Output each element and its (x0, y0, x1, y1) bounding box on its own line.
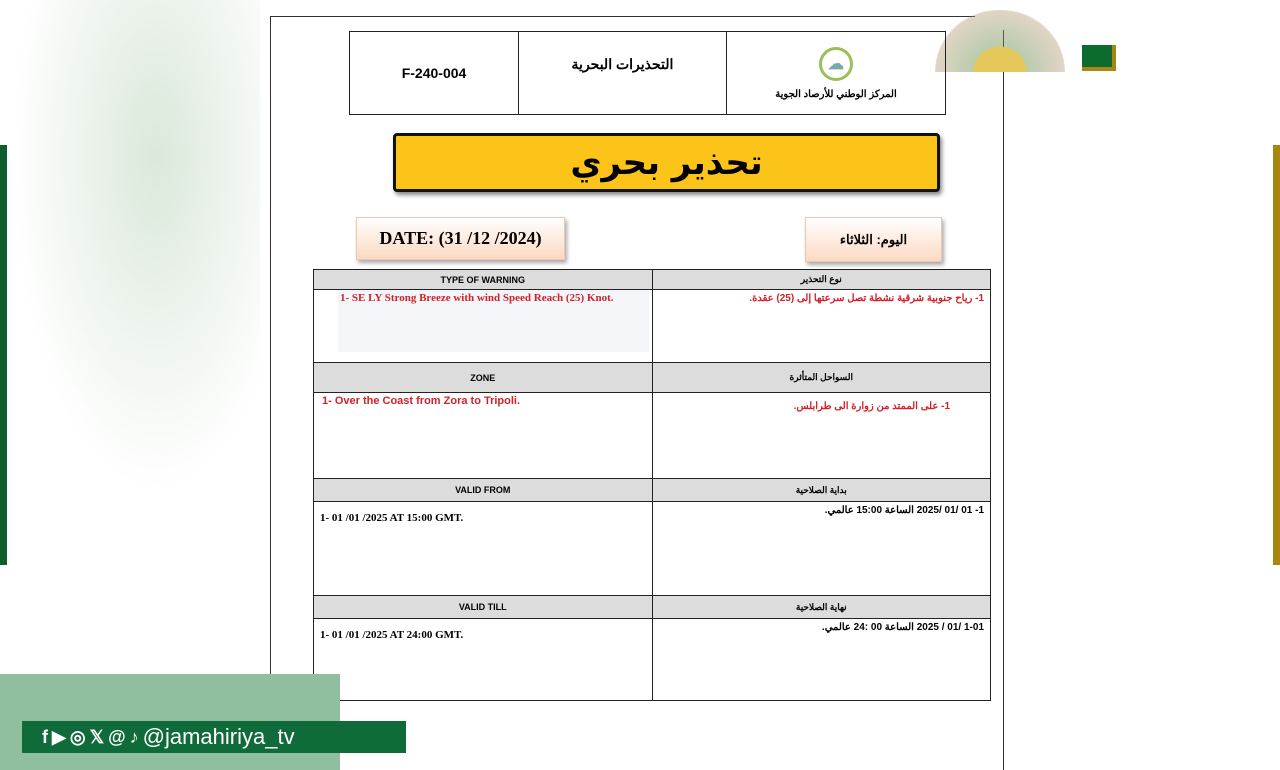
banner-title: تحذير بحري (393, 133, 940, 192)
valid-till-en: 1- 01 /01 /2025 AT 24:00 GMT. (320, 629, 464, 641)
tiktok-icon[interactable]: ♪ (129, 726, 139, 747)
organization-cell (726, 32, 945, 114)
ar-header: نوع التحذير (652, 270, 991, 290)
en-header: VALID TILL (314, 596, 653, 619)
form-title: التحذيرات البحرية (518, 32, 726, 114)
organization-name: المركز الوطني للأرصاد الجوية (775, 88, 897, 100)
facebook-icon[interactable]: f (42, 726, 48, 747)
form-code: F-240-004 (401, 65, 467, 81)
ar-header: السواحل المتأثرة (652, 363, 991, 393)
instagram-icon[interactable]: ◎ (69, 726, 86, 747)
zone-ar: 1- على الممتد من زوارة الى طرابلس. (793, 401, 950, 412)
day-label: اليوم: الثلاثاء (805, 217, 942, 262)
x-icon[interactable]: 𝕏 (89, 726, 105, 747)
warning-table (313, 269, 991, 701)
frame-line (1003, 30, 1004, 770)
right-gold-bar (1273, 145, 1280, 565)
channel-emblem-logo (935, 10, 1065, 72)
weather-cloud-logo-icon: ☁ (819, 47, 853, 81)
threads-icon[interactable]: @ (108, 726, 126, 747)
en-header: ZONE (314, 363, 653, 393)
document-header (349, 31, 946, 115)
social-handle[interactable]: @jamahiriya_tv (142, 724, 295, 749)
valid-till-ar: 1-01 /01 / 2025 الساعة 00 :24 عالمي. (821, 622, 984, 633)
frame-line (270, 16, 271, 770)
en-header: TYPE OF WARNING (314, 270, 653, 290)
zone-en: 1- Over the Coast from Zora to Tripoli. (322, 395, 521, 407)
valid-from-ar: 1- 01 /01 /2025 الساعة 15:00 عالمي. (824, 505, 984, 516)
ar-header: بداية الصلاحية (652, 479, 991, 502)
valid-from-en: 1- 01 /01 /2025 AT 15:00 GMT. (320, 512, 464, 524)
social-banner (22, 721, 406, 753)
warning-type-en: 1- SE LY Strong Breeze with wind Speed Reach (25) Knot. (338, 290, 649, 352)
background-ornament (0, 0, 260, 520)
ar-header: نهاية الصلاحية (652, 596, 991, 619)
youtube-icon[interactable]: ▶ (52, 726, 66, 747)
flag-icon (1082, 45, 1116, 71)
left-green-bar (0, 145, 7, 565)
en-header: VALID FROM (314, 479, 653, 502)
warning-type-ar: 1- رياح جنوبية شرقية نشطة تصل سرعتها إلى (25) عقدة. (749, 293, 984, 304)
frame-line (270, 16, 975, 17)
date-label: DATE: (31 /12 /2024) (356, 217, 565, 260)
